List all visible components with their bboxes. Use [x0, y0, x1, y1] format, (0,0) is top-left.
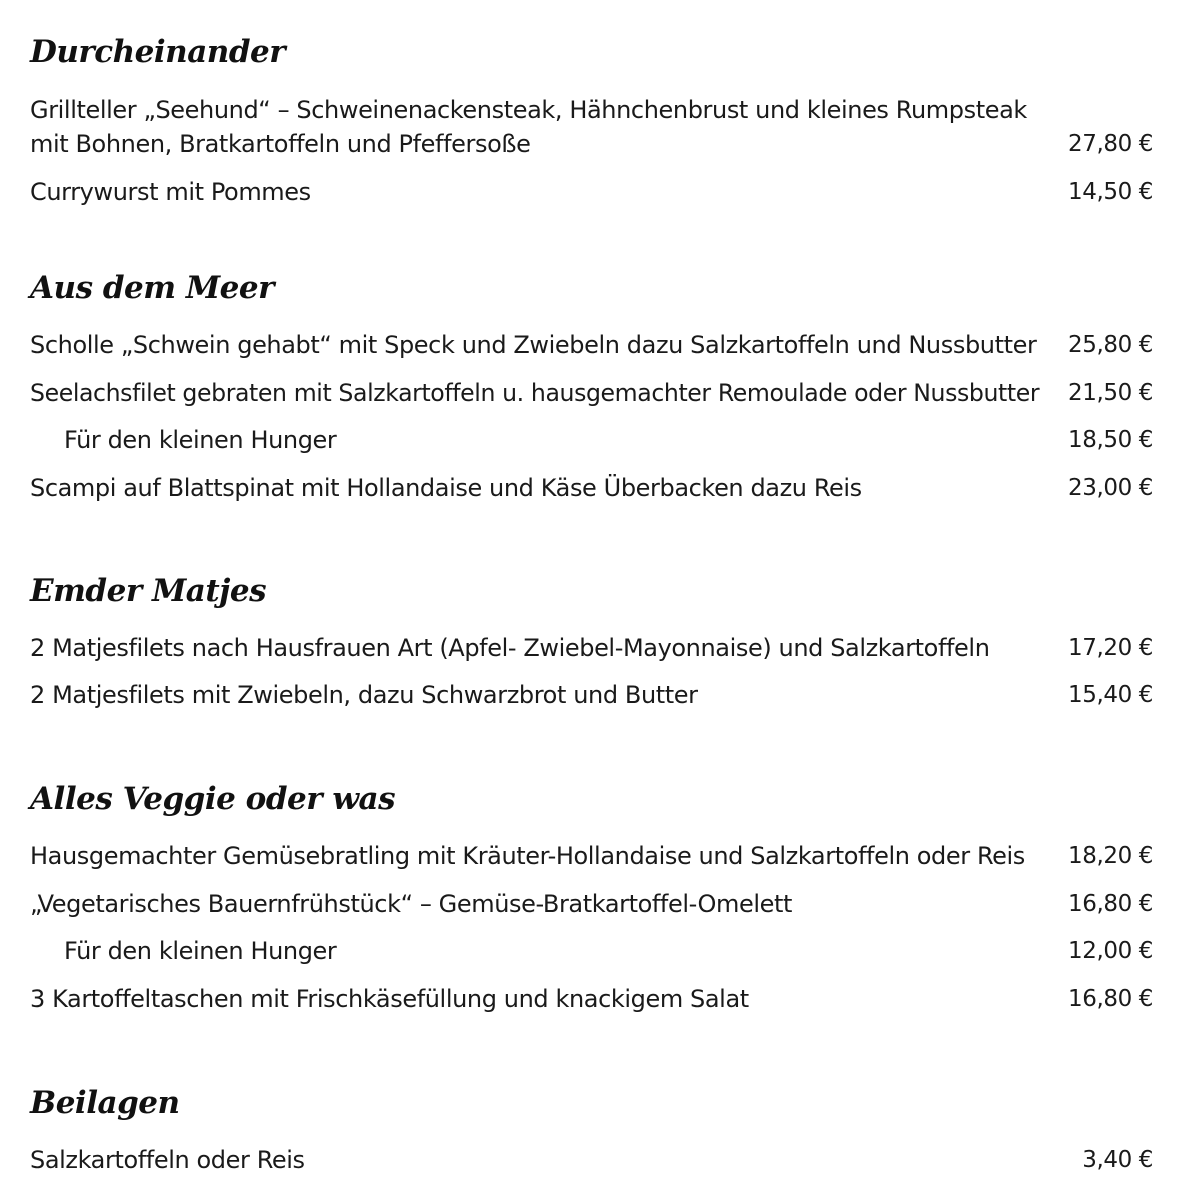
- menu-item-gemuesebratling-price: 18,20 €: [1068, 843, 1153, 869]
- menu-item-kleiner-hunger-veggie-price: 12,00 €: [1068, 938, 1153, 964]
- menu-item-seelachsfilet-price: 21,50 €: [1068, 380, 1153, 406]
- menu-item-grillteller-line2: mit Bohnen, Bratkartoffeln und Pfeffersoße: [30, 130, 531, 158]
- menu-item-matjes-hausfrauen: 2 Matjesfilets nach Hausfrauen Art (Apfel- Zwiebel-Mayonnaise) und Salzkartoffeln: [30, 634, 990, 662]
- menu-item-currywurst: Currywurst mit Pommes: [30, 178, 311, 206]
- menu-item-matjes-zwiebeln: 2 Matjesfilets mit Zwiebeln, dazu Schwarzbrot und Butter: [30, 681, 698, 709]
- menu-item-bauernfruehstueck-price: 16,80 €: [1068, 891, 1153, 917]
- menu-item-salzkartoffeln-reis: Salzkartoffeln oder Reis: [30, 1146, 305, 1174]
- menu-item-scampi-price: 23,00 €: [1068, 475, 1153, 501]
- menu-item-kleiner-hunger-fisch: Für den kleinen Hunger: [64, 426, 337, 454]
- menu-item-matjes-hausfrauen-price: 17,20 €: [1068, 635, 1153, 661]
- section-heading-durcheinander: Durcheinander: [30, 34, 286, 70]
- menu-item-salzkartoffeln-reis-price: 3,40 €: [1082, 1147, 1153, 1173]
- menu-item-scholle: Scholle „Schwein gehabt“ mit Speck und Zwiebeln dazu Salzkartoffeln und Nussbutter: [30, 331, 1037, 359]
- menu-item-grillteller-line1: Grillteller „Seehund“ – Schweinenackensteak, Hähnchenbrust und kleines Rumpsteak: [30, 96, 1027, 124]
- menu-item-gemuesebratling: Hausgemachter Gemüsebratling mit Kräuter-Hollandaise und Salzkartoffeln oder Reis: [30, 842, 1025, 870]
- menu-item-scampi: Scampi auf Blattspinat mit Hollandaise und Käse Überbacken dazu Reis: [30, 474, 862, 502]
- section-heading-beilagen: Beilagen: [30, 1085, 180, 1121]
- menu-item-kartoffeltaschen: 3 Kartoffeltaschen mit Frischkäsefüllung und knackigem Salat: [30, 985, 749, 1013]
- menu-item-grillteller-price: 27,80 €: [1068, 131, 1153, 157]
- section-heading-emder-matjes: Emder Matjes: [30, 573, 267, 609]
- menu-item-kleiner-hunger-veggie: Für den kleinen Hunger: [64, 937, 337, 965]
- menu-item-kartoffeltaschen-price: 16,80 €: [1068, 986, 1153, 1012]
- section-heading-aus-dem-meer: Aus dem Meer: [30, 270, 274, 306]
- menu-item-scholle-price: 25,80 €: [1068, 332, 1153, 358]
- menu-item-seelachsfilet: Seelachsfilet gebraten mit Salzkartoffeln u. hausgemachter Remoulade oder Nussbutter: [30, 379, 1040, 407]
- section-heading-alles-veggie: Alles Veggie oder was: [30, 781, 396, 817]
- menu-item-currywurst-price: 14,50 €: [1068, 179, 1153, 205]
- menu-item-matjes-zwiebeln-price: 15,40 €: [1068, 682, 1153, 708]
- menu-item-bauernfruehstueck: „Vegetarisches Bauernfrühstück“ – Gemüse-Bratkartoffel-Omelett: [30, 890, 793, 918]
- menu-item-kleiner-hunger-fisch-price: 18,50 €: [1068, 427, 1153, 453]
